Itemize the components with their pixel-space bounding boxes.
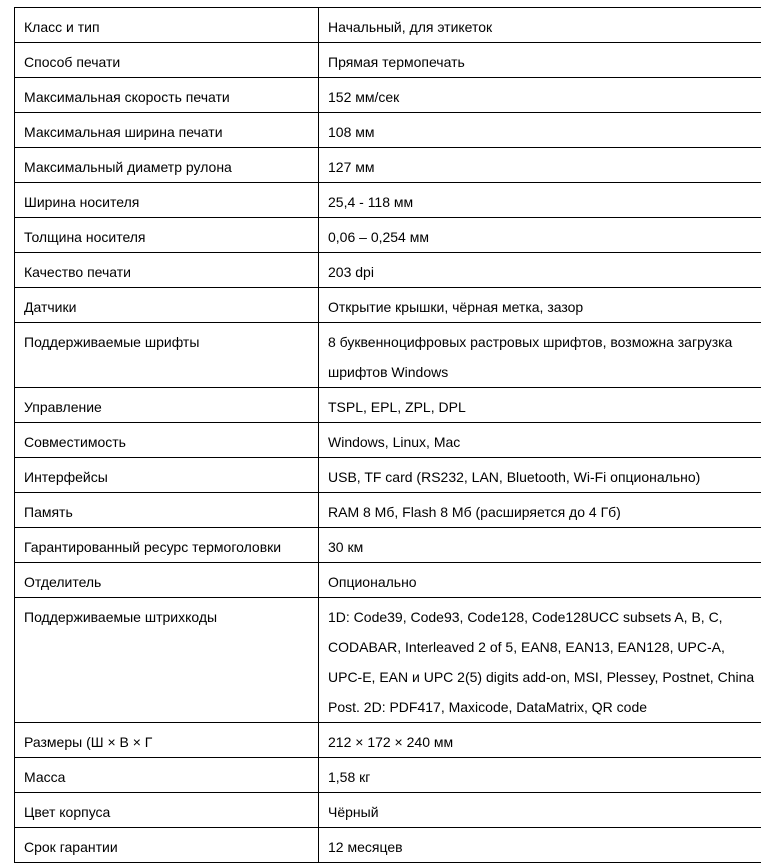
- table-row: [15, 793, 761, 828]
- spec-value: 108 мм: [319, 113, 761, 148]
- spec-key: Ширина носителя: [15, 183, 319, 218]
- table-row: [15, 113, 761, 148]
- spec-key: Масса: [15, 758, 319, 793]
- spec-key: Интерфейсы: [15, 458, 319, 493]
- spec-key: Гарантированный ресурс термоголовки: [15, 528, 319, 563]
- table-row: [15, 458, 761, 493]
- spec-value: 1,58 кг: [319, 758, 761, 793]
- spec-value: TSPL, EPL, ZPL, DPL: [319, 388, 761, 423]
- table-row: [15, 288, 761, 323]
- spec-key: Качество печати: [15, 253, 319, 288]
- table-row: [15, 43, 761, 78]
- table-row: [15, 828, 761, 863]
- spec-key: Совместимость: [15, 423, 319, 458]
- table-row: [15, 253, 761, 288]
- spec-value: Открытие крышки, чёрная метка, зазор: [319, 288, 761, 323]
- spec-value: RAM 8 Мб, Flash 8 Мб (расширяется до 4 Гб): [319, 493, 761, 528]
- spec-key: Цвет корпуса: [15, 793, 319, 828]
- spec-key: Отделитель: [15, 563, 319, 598]
- table-row: [15, 183, 761, 218]
- table-row: [15, 388, 761, 423]
- spec-key: Размеры (Ш × В × Г: [15, 723, 319, 758]
- spec-value: USB, TF card (RS232, LAN, Bluetooth, Wi-Fi опционально): [319, 458, 761, 493]
- spec-value: Опционально: [319, 563, 761, 598]
- spec-value: 152 мм/сек: [319, 78, 761, 113]
- spec-key: Поддерживаемые шрифты: [15, 323, 319, 388]
- table-row: [15, 218, 761, 253]
- table-row: [15, 323, 761, 388]
- table-row: [15, 148, 761, 183]
- spec-value: 0,06 – 0,254 мм: [319, 218, 761, 253]
- spec-value: 8 буквенноцифровых растровых шрифтов, возможна загрузка шрифтов Windows: [319, 323, 761, 388]
- spec-value: 30 км: [319, 528, 761, 563]
- table-row: [15, 598, 761, 723]
- spec-key: Датчики: [15, 288, 319, 323]
- spec-key: Максимальная скорость печати: [15, 78, 319, 113]
- spec-key: Поддерживаемые штрихкоды: [15, 598, 319, 723]
- spec-value: 127 мм: [319, 148, 761, 183]
- table-row: [15, 723, 761, 758]
- spec-value: Прямая термопечать: [319, 43, 761, 78]
- spec-key: Управление: [15, 388, 319, 423]
- table-row: [15, 423, 761, 458]
- spec-value: Начальный, для этикеток: [319, 8, 761, 43]
- spec-value: Чёрный: [319, 793, 761, 828]
- spec-value: 12 месяцев: [319, 828, 761, 863]
- table-row: [15, 563, 761, 598]
- table-row: [15, 493, 761, 528]
- spec-key: Память: [15, 493, 319, 528]
- table-row: [15, 8, 761, 43]
- spec-value: 203 dpi: [319, 253, 761, 288]
- spec-table: [14, 7, 761, 863]
- table-row: [15, 758, 761, 793]
- spec-value: 25,4 - 118 мм: [319, 183, 761, 218]
- spec-key: Максимальная ширина печати: [15, 113, 319, 148]
- table-row: [15, 78, 761, 113]
- spec-key: Класс и тип: [15, 8, 319, 43]
- spec-value: 212 × 172 × 240 мм: [319, 723, 761, 758]
- spec-value: Windows, Linux, Mac: [319, 423, 761, 458]
- spec-key: Способ печати: [15, 43, 319, 78]
- spec-value: 1D: Code39, Code93, Code128, Code128UCC subsets A, B, C, CODABAR, Interleaved 2 of 5, EAN8, EAN13, EAN128, UPC-A, UPC-E, EAN и UPC 2(5) digits add-on, MSI, Plessey, Postnet, China Post. 2D: PDF417, Maxicode, DataMatrix, QR code: [319, 598, 761, 723]
- table-row: [15, 528, 761, 563]
- spec-key: Толщина носителя: [15, 218, 319, 253]
- spec-key: Максимальный диаметр рулона: [15, 148, 319, 183]
- spec-key: Срок гарантии: [15, 828, 319, 863]
